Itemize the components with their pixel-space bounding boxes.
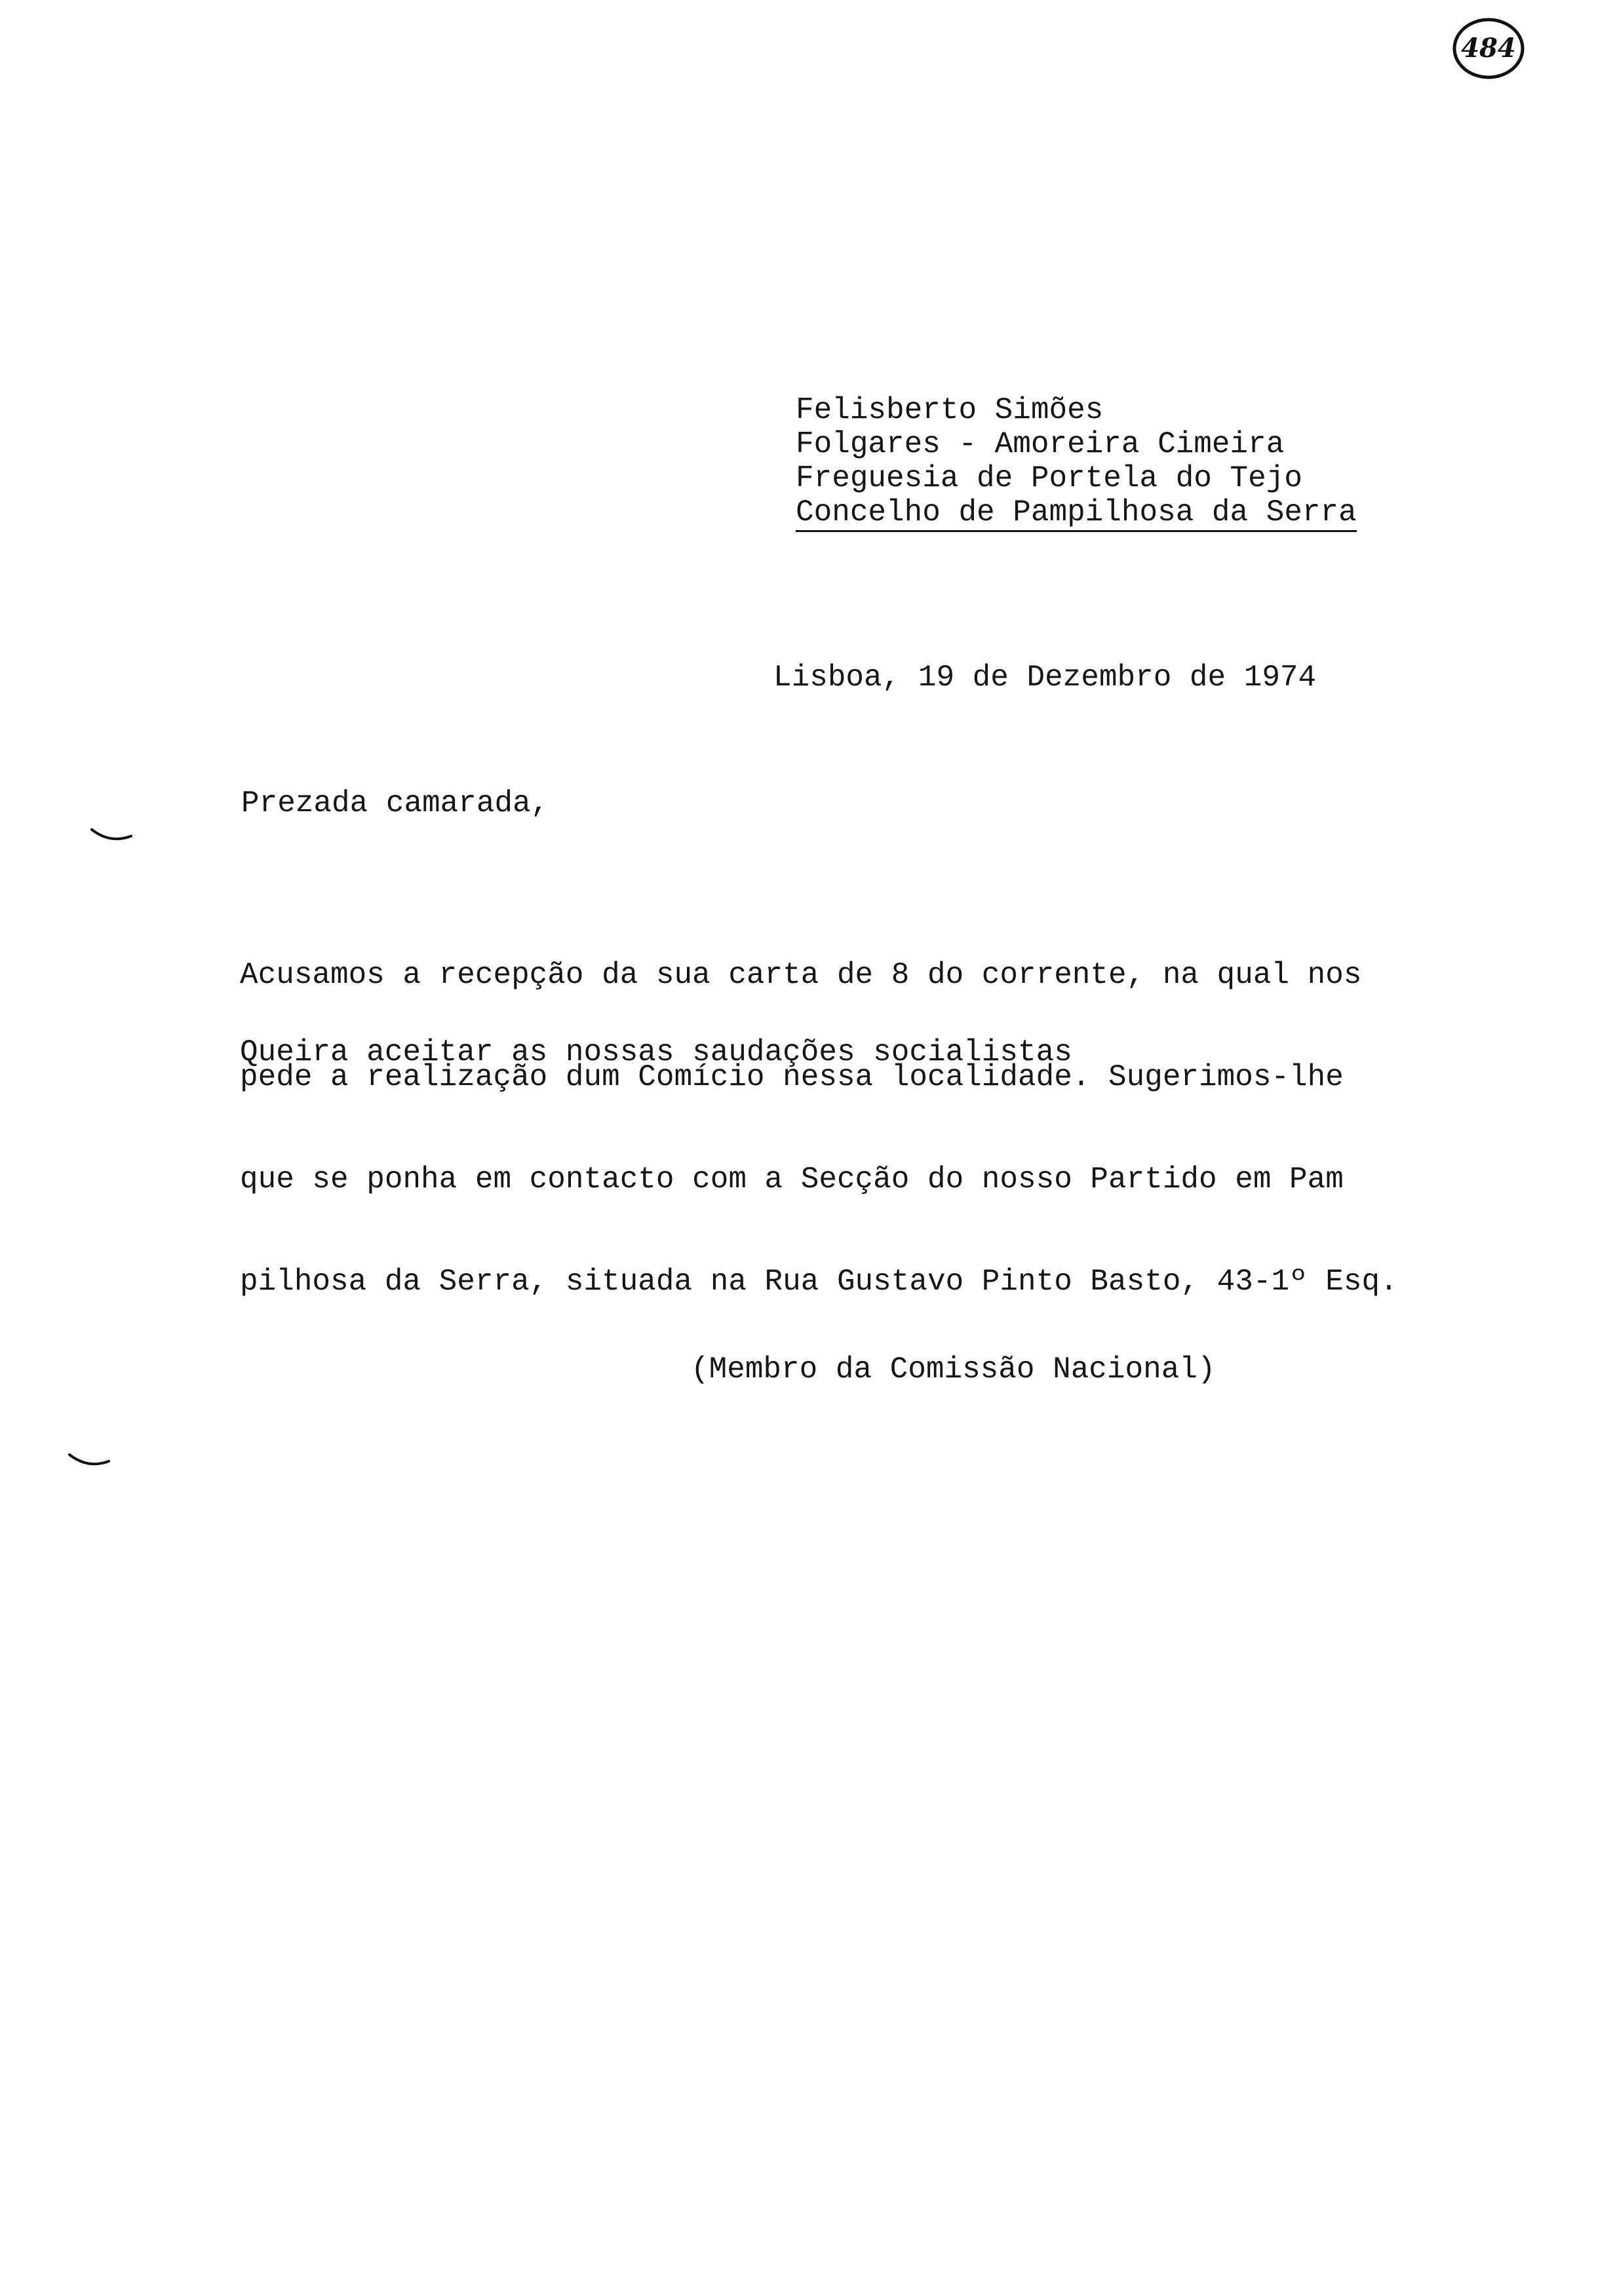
addressee-municipality: Concelho de Pampilhosa da Serra [796,496,1357,532]
archive-number: 484 [1461,33,1516,64]
date-line: Lisboa, 19 de Dezembro de 1974 [773,660,1317,695]
body-line: pilhosa da Serra, situada na Rua Gustavo Pinto Basto, 43-1º Esq. [240,1265,1398,1299]
punch-hole-mark-icon [90,827,132,844]
closing-line: Queira aceitar as nossas saudações socialistas [240,1035,1072,1069]
addressee-block [796,393,1357,529]
body-line: pede a realização dum Comício nessa localidade. Sugerimos-lhe [240,1060,1344,1094]
addressee-locality: Folgares - Amoreira Cimeira [796,427,1285,461]
punch-hole-mark-icon [68,1452,110,1469]
addressee-name: Felisberto Simões [796,393,1104,427]
body-line: Acusamos a recepção da sua carta de 8 do corrente, na qual nos [240,958,1362,992]
salutation: Prezada camarada, [241,786,549,820]
letter-body [240,890,1398,1367]
archive-number-stamp [1452,16,1525,81]
signature-title: (Membro da Comissão Nacional) [691,1352,1216,1387]
body-line: que se ponha em contacto com a Secção do nosso Partido em Pam [240,1162,1344,1196]
addressee-parish: Freguesia de Portela do Tejo [796,461,1302,495]
